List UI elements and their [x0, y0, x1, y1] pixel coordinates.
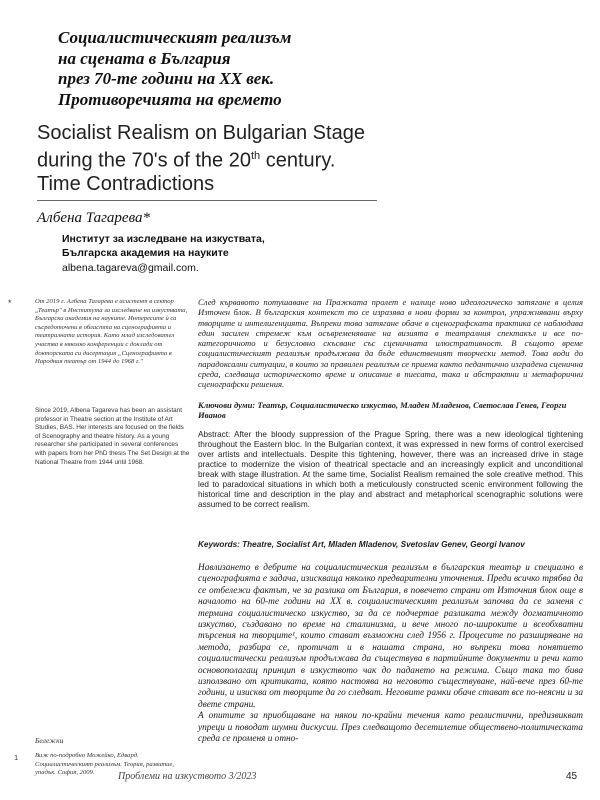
footnote-number: 1	[14, 753, 19, 762]
title-bg-line: Социалистическият реализъм	[58, 28, 292, 47]
title-divider	[37, 200, 377, 201]
author-affiliation: Институт за изследване на изкуствата, Българска академия на науките	[62, 233, 265, 259]
side-note-marker: *	[8, 298, 12, 308]
author-name: Албена Тагарева*	[37, 210, 150, 226]
keywords-english: Keywords: Theatre, Socialist Art, Mladen Mladenov, Svetoslav Genev, Georgi Ivanov	[198, 540, 525, 549]
body-paragraph: Навлизането в дебрите на социалистическия реализъм в българския театър и специално в сценографията е задача, изискваща няколко предварителни уточнения. Преди всичко трябва да се отбележи фактът, че за разлика от България, в повечето страни от Източния блок още в началото на 60-те години на XX в. социалистическият реализъм започва да се заменя с термина социалистическо изкуство, за да се подчертае разликата между догматичното изкуство, създавано по време на сталинизма, и вече много по-широките и всеобхватни търсения на творците¹, които стават възможни след 1956 г. Процесите по разширяване на метода, разбира се, протичат и в нашата страна, но въпреки това понятието социалистически реализъм продължава да съществува в партийните документи и речи като основополагащ принцип в изкуството чак до падането на режима. Също така то бива използвано от критиката, която настоява на неговото съществуване, най-вече през 60-те години, и изисква от творците да го следват. Неговите рамки обаче стават все по-неясни и за двете страни.	[198, 563, 583, 710]
page-number: 45	[566, 771, 578, 782]
article-title-english	[37, 122, 457, 196]
title-bg-line: на сцената в България	[58, 48, 231, 68]
title-en-line: during the 70's of the 20th century.	[37, 149, 336, 172]
abstract-bulgarian: След кървавото потушаване на Пражката пролет е налице ново идеологическо затягане в целия Източен блок. В българския контекст то се изразява в нови форми за контрол, упражнявани върху творците и интелигенцията. Въпреки това затягане обаче в сценографската практика се наблюдава един засилен стремеж към осъвременяване на визията в театралния спектакъл и все по-категоричното и безусловно скъсване със сценичната илюстративност. В същото време социалистическият реализъм продължава да бъде единственият творчески метод. Това води до парадоксални ситуации, в които за правилен реализъм се приема както педантично изградена сценична среда, следваща историческото време и описание в пиесата, така и абстрактни и метафорични сценографски решения.	[198, 297, 583, 390]
body-paragraph: А опитите за приобщаване на някои по-крайни течения като реалистични, предизвикват упреци и поводат шумни дискусии. През следващото десетилетие обществено-политическата среда се променя и отно-	[198, 711, 583, 745]
footnotes-heading: Бележки	[35, 736, 64, 745]
journal-footer: Проблеми на изкуството 3/2023	[118, 771, 257, 782]
keywords-bulgarian: Ключови думи: Театър, Социалистическо изкуство, Младен Младенов, Светослав Генев, Георги Иванов	[198, 400, 567, 421]
title-en-line: Socialist Realism on Bulgarian Stage	[37, 122, 365, 144]
article-body	[198, 563, 583, 746]
abstract-english: Abstract: After the bloody suppression of the Prague Spring, there was a new ideological tightening throughout the Eastern bloc. In the Bulgarian context, it was expressed in new forms of control exercised over artists and intellectuals. Despite this tightening, however, there was an increased drive in stage practice to modernize the vision of theatrical spectacle and an increasingly explicit and unconditional break with stage illustration. At the same time, Socialist Realism remained the sole creative method. This led to paradoxical situations in which both a meticulously constructed scenic environment following the historical time and description in the play and abstract and metaphorical scenographic solutions were assumed to be correct realism.	[198, 430, 583, 509]
title-bg-line: Противоречията на времето	[58, 89, 282, 109]
author-email[interactable]: albena.tagareva@gmail.com.	[62, 262, 199, 274]
footnote-text: Виж по-подробно Можейко, Едвард. Социалистическият реализъм. Теория, развитие, упадък. София, 2009.	[35, 752, 175, 777]
title-en-line: Time Contradictions	[37, 172, 215, 195]
author-bio-english: Since 2019, Albena Tagareva has been an assistant professor in Theatre section at the Institute of Art Studies, BAS. Her interests are focused on the fields of Scenography and theatre history. As a young researcher she participated in several conferences with papers from her PhD thesis The Set Design at the National Theatre from 1944 until 1968.	[35, 407, 190, 466]
title-bg-line: през 70-те години на XX век.	[58, 69, 275, 88]
author-bio-bulgarian: От 2019 г. Албена Тагарева е асистент в сектор „Театър" в Института за изследване на изкуствата, Българска академия на науките. Интересите ѝ са съсредоточени в областта на сценографията и театралната история. Като млад изследовател участва в няколко конференции с доклади от докторската си дисертация „Сценографията в Народния театър от 1944 до 1968 г."	[35, 298, 188, 366]
article-title-bulgarian	[58, 28, 388, 110]
